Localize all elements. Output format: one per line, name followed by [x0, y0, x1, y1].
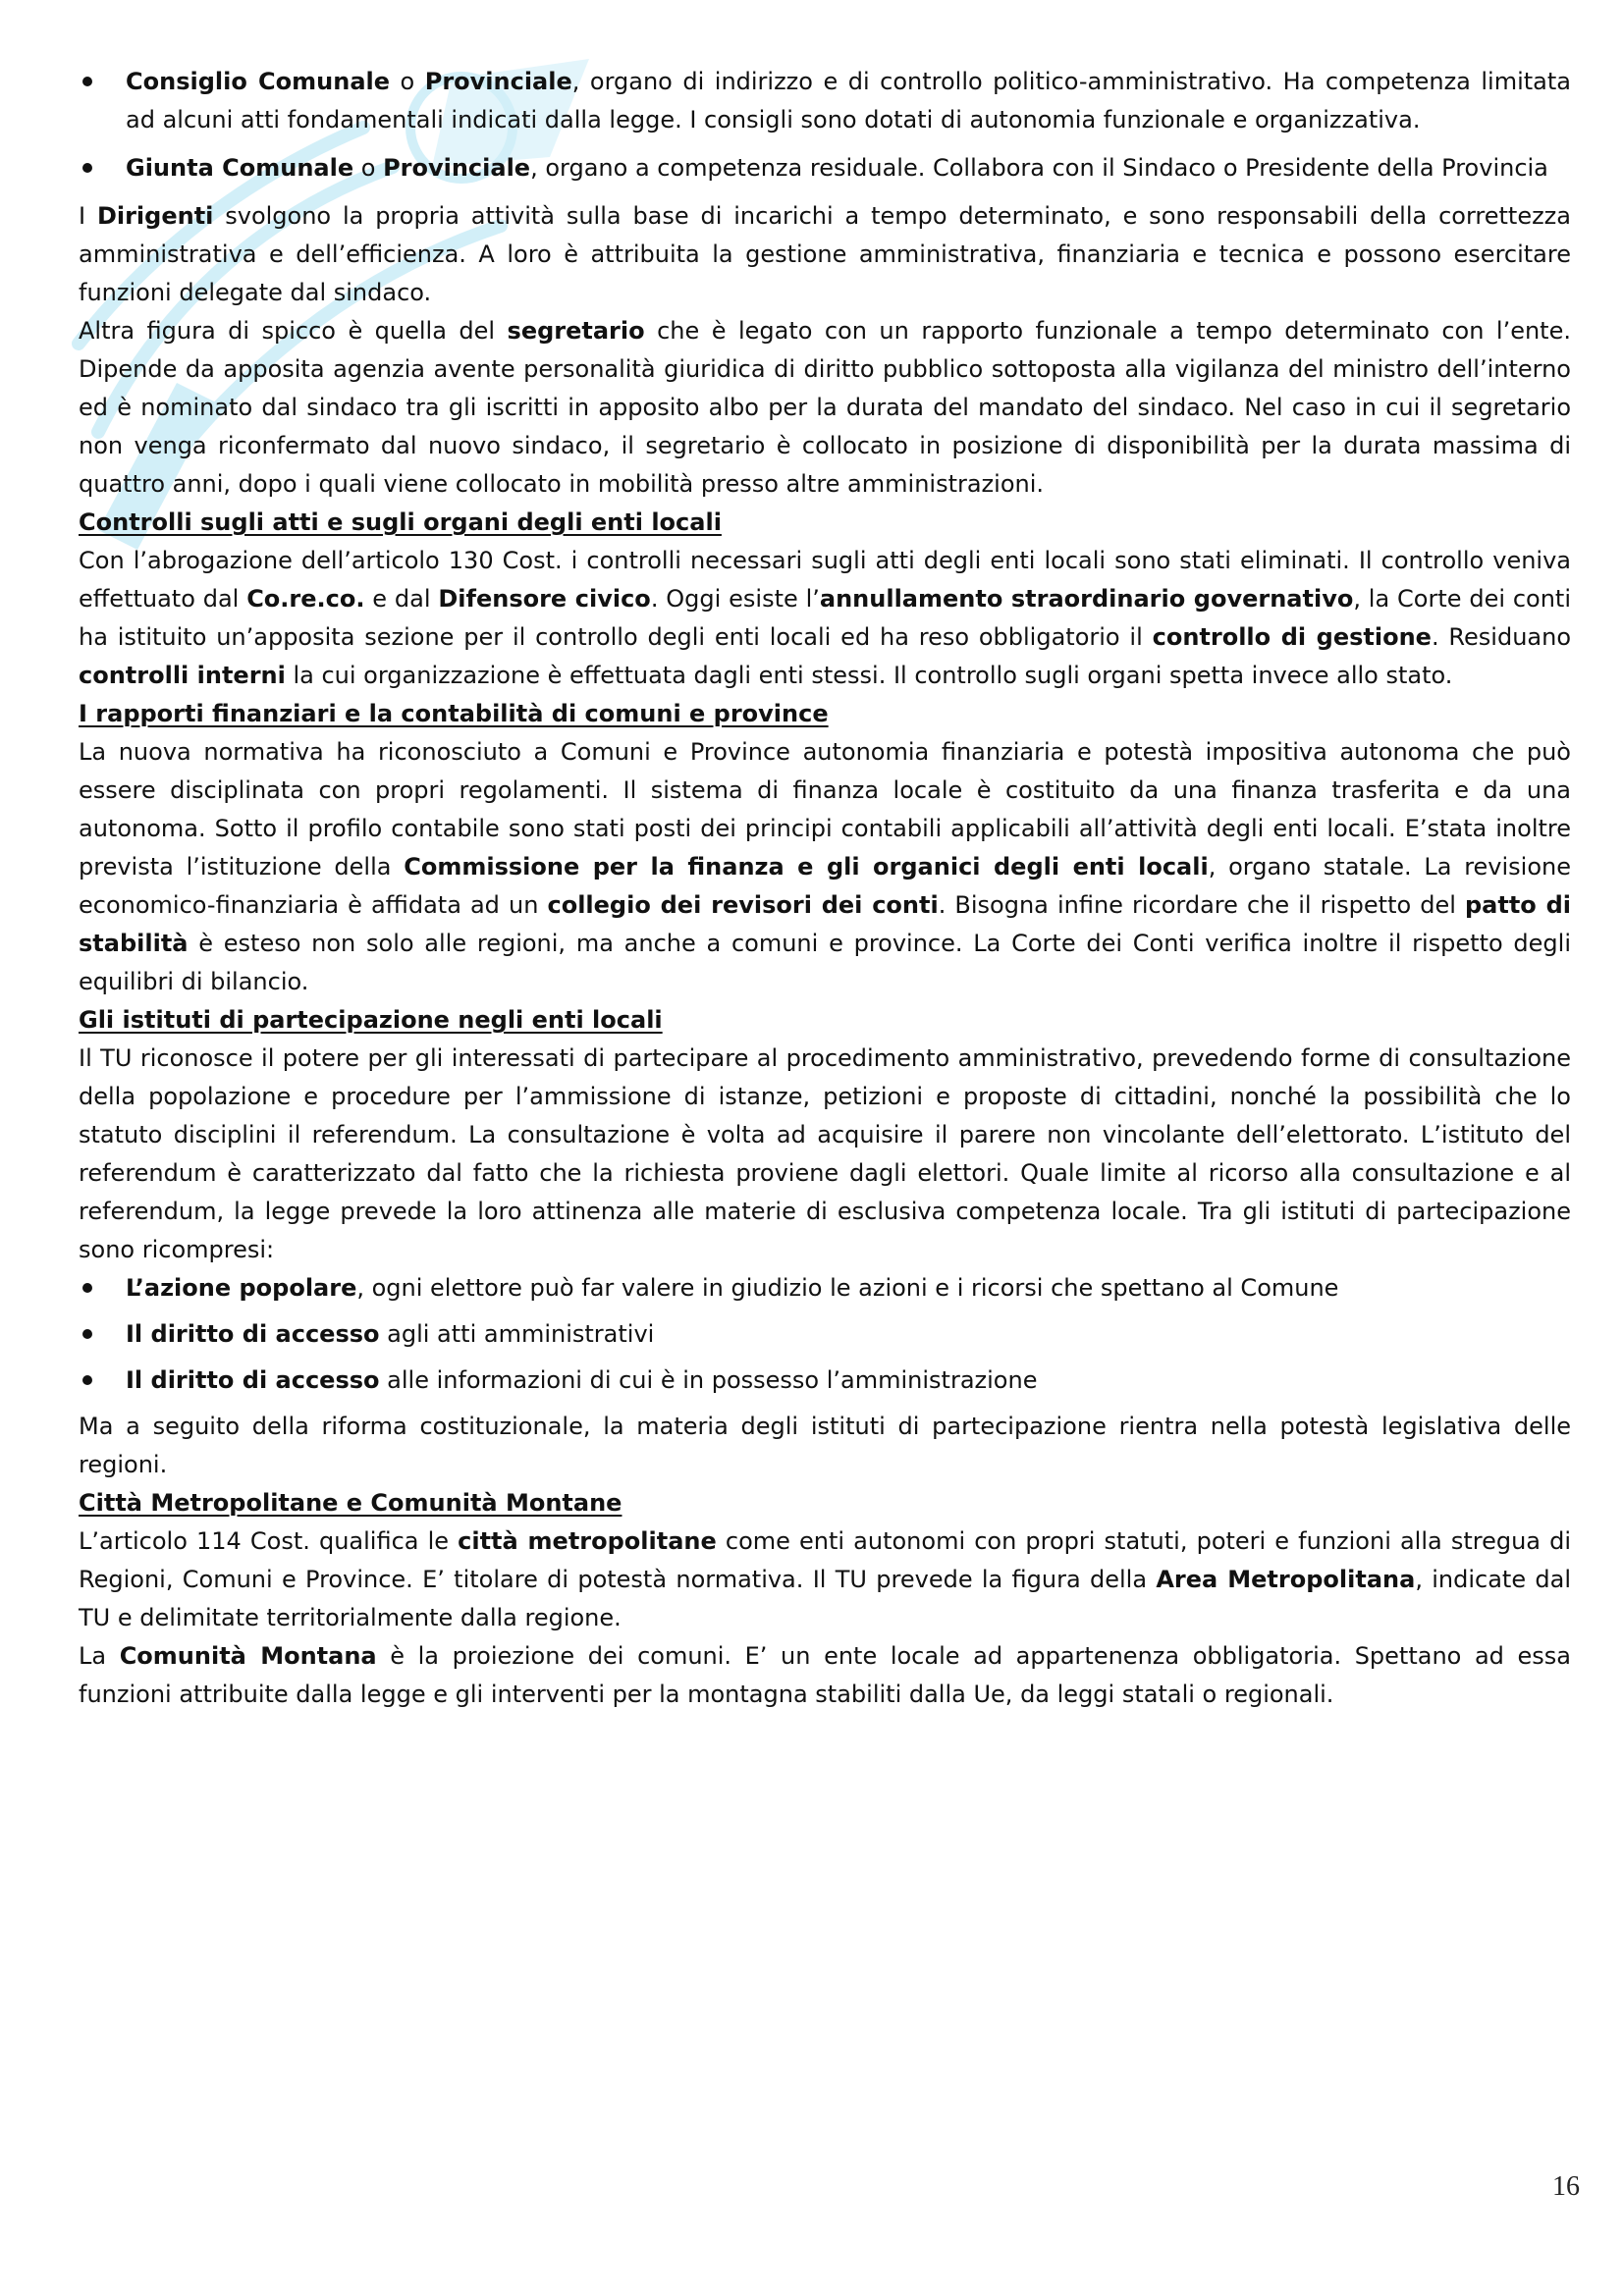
bold-text: segretario — [507, 317, 645, 345]
text-run: Con l’abrogazione dell’articolo 130 Cost. i controlli necessari sugli atti degli enti locali sono stati eliminati. Il controllo veniva effettuato dal — [79, 547, 1571, 613]
text-run: . Bisogna infine ricordare che il rispetto del — [938, 891, 1465, 919]
bold-text: Provinciale — [424, 68, 572, 95]
paragraph — [79, 1637, 1571, 1714]
text-run: la cui organizzazione è effettuata dagli enti stessi. Il controllo sugli organi spetta invece allo stato. — [285, 662, 1453, 689]
page-number: 16 — [1552, 2171, 1580, 2202]
text-run: è esteso non solo alle regioni, ma anche a comuni e province. La Corte dei Conti verifica inoltre il rispetto degli equilibri di bilancio. — [79, 930, 1571, 995]
bold-text: controlli interni — [79, 662, 286, 689]
section-heading: Controlli sugli atti e sugli organi degli enti locali — [79, 508, 722, 536]
paragraph — [79, 1408, 1571, 1484]
bold-text: Consiglio Comunale — [126, 68, 391, 95]
text-run: alle informazioni di cui è in possesso l’amministrazione — [379, 1366, 1038, 1394]
text-run: che è legato con un rapporto funzionale a tempo determinato con l’ente. Dipende da apposita agenzia avente personalità giuridica di diritto pubblico sottoposta alla vigilanza del ministro dell’interno ed è nominato dal sindaco tra gli iscritti in apposito albo per la durata del mandato del sindaco. Nel caso in cui il segretario non venga riconfermato dal nuovo sindaco, il segretario è collocato in posizione di disponibilità per la durata massima di quattro anni, dopo i quali viene collocato in mobilità presso altre amministrazioni. — [79, 317, 1571, 498]
bold-text: città metropolitane — [458, 1527, 717, 1555]
text-run: , organo statale. La revisione economico-finanziaria è affidata ad un — [79, 853, 1571, 919]
bold-text: Area Metropolitana — [1156, 1566, 1416, 1593]
list-item — [79, 63, 1571, 139]
text-run: Ma a seguito della riforma costituzionale, la materia degli istituti di partecipazione rientra nella potestà legislativa delle regioni. — [79, 1413, 1571, 1478]
text-run: L’articolo 114 Cost. qualifica le — [79, 1527, 459, 1555]
bold-text: Commissione per la finanza e gli organici degli enti locali — [404, 853, 1209, 881]
text-run: La nuova normativa ha riconosciuto a Comuni e Province autonomia finanziaria e potestà impositiva autonoma che può essere disciplinata con propri regolamenti. Il sistema di finanza locale è costituito da una finanza trasferita e da una autonoma. Sotto il profilo contabile sono stati posti dei principi contabili applicabili all’attività degli enti locali. E’stata inoltre prevista l’istituzione della — [79, 738, 1571, 881]
bold-text: L’azione popolare — [126, 1274, 357, 1302]
text-run: o — [390, 68, 425, 95]
paragraph — [79, 733, 1571, 1001]
section-heading: Città Metropolitane e Comunità Montane — [79, 1489, 622, 1517]
text-run: , organo a competenza residuale. Collabora con il Sindaco o Presidente della Provincia — [530, 154, 1548, 182]
text-run: . Oggi esiste l’ — [650, 585, 820, 613]
bold-text: controllo di gestione — [1152, 623, 1432, 651]
text-run: agli atti amministrativi — [379, 1320, 655, 1348]
text-run: o — [353, 154, 384, 182]
list-item — [79, 1269, 1571, 1308]
bold-text: patto di stabilità — [79, 891, 1571, 957]
paragraph — [79, 1522, 1571, 1637]
bold-text: annullamento straordinario governativo — [819, 585, 1354, 613]
text-run: svolgono la propria attività sulla base di incarichi a tempo determinato, e sono responsabili della correttezza amministrativa e dell’efficienza. A loro è attribuita la gestione amministrativa, finanziaria e tecnica e possono esercitare funzioni delegate dal sindaco. — [79, 202, 1571, 306]
bold-text: Provinciale — [383, 154, 531, 182]
document-body — [79, 63, 1571, 1714]
paragraph — [79, 197, 1571, 312]
section-heading: Gli istituti di partecipazione negli enti locali — [79, 1006, 663, 1034]
paragraph — [79, 542, 1571, 695]
text-run: , organo di indirizzo e di controllo politico-amministrativo. Ha competenza limitata ad alcuni atti fondamentali indicati dalla legge. I consigli sono dotati di autonomia funzionale e organizzativa. — [126, 68, 1572, 133]
section-heading: I rapporti finanziari e la contabilità di comuni e province — [79, 700, 829, 727]
bold-text: Dirigenti — [96, 202, 214, 230]
text-run: , indicate dal TU e delimitate territorialmente dalla regione. — [79, 1566, 1572, 1631]
bold-text: collegio dei revisori dei conti — [547, 891, 939, 919]
bold-text: Il diritto di accesso — [126, 1366, 380, 1394]
paragraph — [79, 1040, 1571, 1269]
bold-text: Giunta Comunale — [126, 154, 354, 182]
text-run: Il TU riconosce il potere per gli interessati di partecipare al procedimento amministrativo, prevedendo forme di consultazione della popolazione e procedure per l’ammissione di istanze, petizioni e proposte di cittadini, nonché la possibilità che lo statuto disciplini il referendum. La consultazione è volta ad acquisire il parere non vincolante dell’elettorato. L’istituto del referendum è caratterizzato dal fatto che la richiesta proviene dagli elettori. Quale limite al ricorso alla consultazione e al referendum, la legge prevede la loro attinenza alle materie di esclusiva competenza locale. Tra gli istituti di partecipazione sono ricompresi: — [79, 1044, 1571, 1263]
bullet-list — [79, 1269, 1571, 1400]
text-run: Altra figura di spicco è quella del — [79, 317, 508, 345]
list-item — [79, 1362, 1571, 1400]
text-run: I — [79, 202, 97, 230]
text-run: , ogni elettore può far valere in giudizio le azioni e i ricorsi che spettano al Comune — [356, 1274, 1339, 1302]
text-run: . Residuano — [1431, 623, 1572, 651]
bold-text: Comunità Montana — [119, 1642, 377, 1670]
text-run: , la Corte dei conti ha istituito un’apposita sezione per il controllo degli enti locali ed ha reso obbligatorio il — [79, 585, 1572, 651]
bold-text: Difensore civico — [438, 585, 651, 613]
list-item — [79, 149, 1571, 187]
bold-text: Il diritto di accesso — [126, 1320, 380, 1348]
text-run: e dal — [364, 585, 439, 613]
bullet-list — [79, 63, 1571, 187]
text-run: come enti autonomi con propri statuti, poteri e funzioni alla stregua di Regioni, Comuni e Province. E’ titolare di potestà normativa. Il TU prevede la figura della — [79, 1527, 1572, 1593]
bold-text: Co.re.co. — [246, 585, 365, 613]
text-run: La — [79, 1642, 120, 1670]
list-item — [79, 1315, 1571, 1354]
text-run: è la proiezione dei comuni. E’ un ente locale ad appartenenza obbligatoria. Spettano ad essa funzioni attribuite dalla legge e gli interventi per la montagna stabiliti dalla Ue, da leggi statali o regionali. — [79, 1642, 1571, 1708]
paragraph — [79, 312, 1571, 504]
